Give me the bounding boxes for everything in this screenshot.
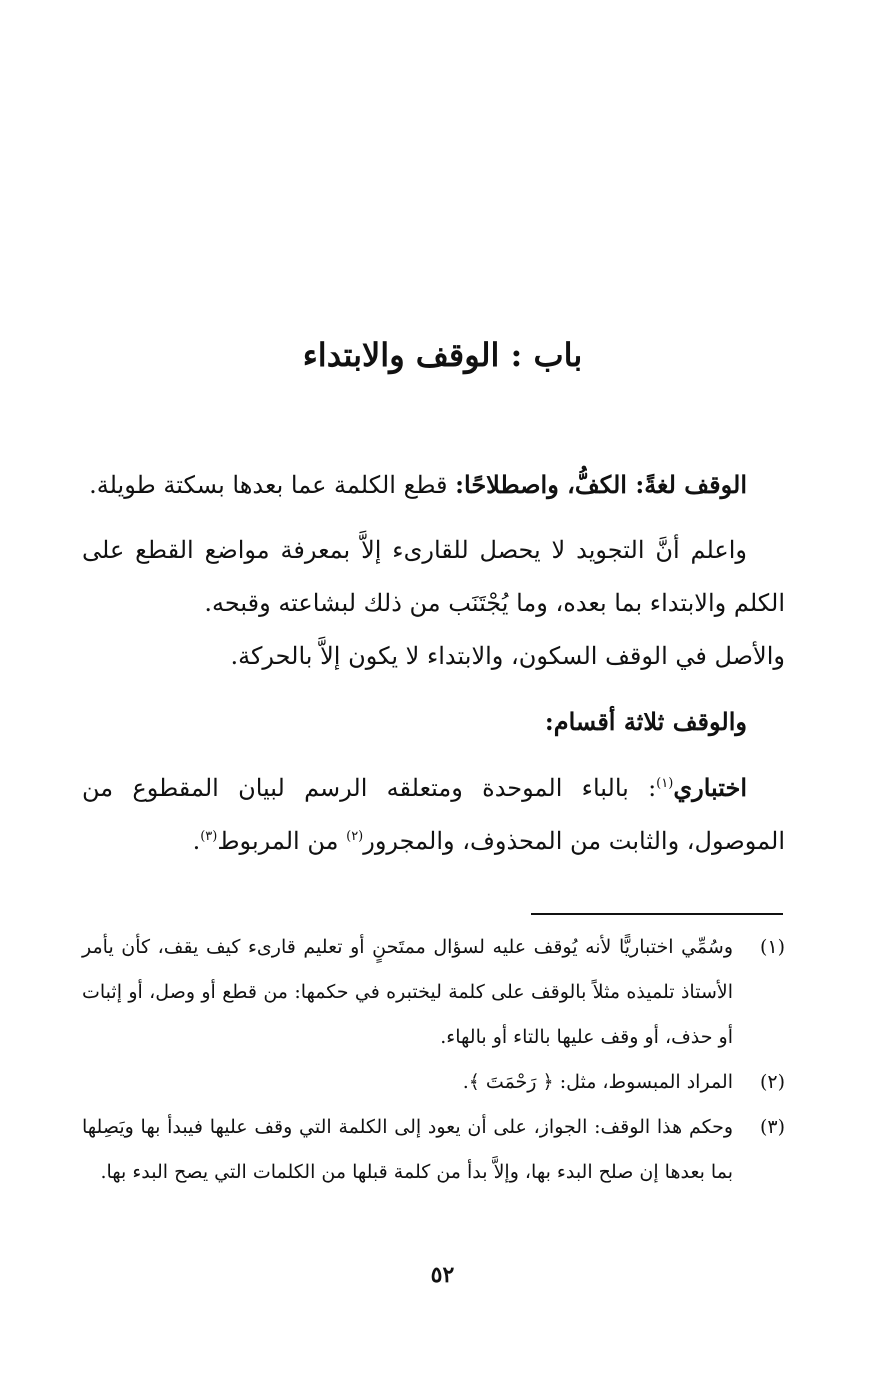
definition-paragraph [82, 458, 785, 512]
divisions-heading [82, 695, 785, 749]
chapter-title: باب : الوقف والابتداء [302, 336, 583, 374]
definition-lead: الوقف لغةً: الكفُّ، واصطلاحًا: [455, 470, 747, 499]
ikhtibari-text-1: : بالباء الموحدة ومتعلقه الرسم لبيان المقطوع من الموصول، والثابت من المحذوف، والمجرور [82, 774, 785, 855]
principle-paragraph: والأصل في الوقف السكون، والابتداء لا يكون إلاَّ بالحركة. [230, 642, 785, 670]
footnote-text: وسُمِّي اختباريًّا لأنه يُوقف عليه لسؤال ممتَحنٍ أو تعليم قارىء كيف يقف، كأن يأمر الأستاذ تلميذه مثلاً بالوقف على كلمة ليختبره في حكمها: من قطع أو وصل، أو إثبات أو حذف، أو وقف عليها بالتاء أو بالهاء. [82, 936, 733, 1048]
main-text [82, 458, 785, 868]
footnote-1 [82, 925, 785, 1060]
footnote-number: (٣) [759, 1116, 785, 1138]
tajweed-paragraph: واعلم أنَّ التجويد لا يحصل للقارىء إلاَّ بمعرفة مواضع القطع على الكلم والابتداء بما بعده، وما يُجْتَنَب من ذلك لبشاعته وقبحه. [82, 536, 785, 617]
page-number: ٥٢ [430, 1262, 455, 1288]
footnote-number: (١) [759, 936, 785, 958]
ikhtibari-text-2: من المربوط [217, 827, 347, 855]
footnote-number: (٢) [759, 1071, 785, 1093]
footnote-text: المراد المبسوط، مثل: ﴿ رَحْمَتَ ﴾. [462, 1071, 733, 1093]
footnote-ref-3: (٣) [200, 829, 218, 844]
footnote-3 [82, 1105, 785, 1195]
footnotes [82, 925, 785, 1195]
ikhtibari-end: . [192, 827, 201, 855]
footnote-2 [82, 1060, 785, 1105]
definition-text: قطع الكلمة عما بعدها بسكتة طويلة. [89, 471, 456, 499]
footnote-divider [531, 913, 783, 915]
ikhtibari-term: اختباري [673, 773, 747, 802]
footnote-text: وحكم هذا الوقف: الجواز، على أن يعود إلى الكلمة التي وقف عليها فيبدأ بها ويَصِلها بما بعدها إن صلح البدء بها، وإلاَّ بدأ من كلمة قبلها من الكلمات التي يصح البدء بها. [82, 1116, 733, 1183]
footnote-ref-1: (١) [656, 776, 674, 791]
divisions-heading-text: والوقف ثلاثة أقسام: [544, 707, 747, 736]
footnote-ref-2: (٢) [346, 829, 364, 844]
ikhtibari-paragraph [82, 761, 785, 868]
